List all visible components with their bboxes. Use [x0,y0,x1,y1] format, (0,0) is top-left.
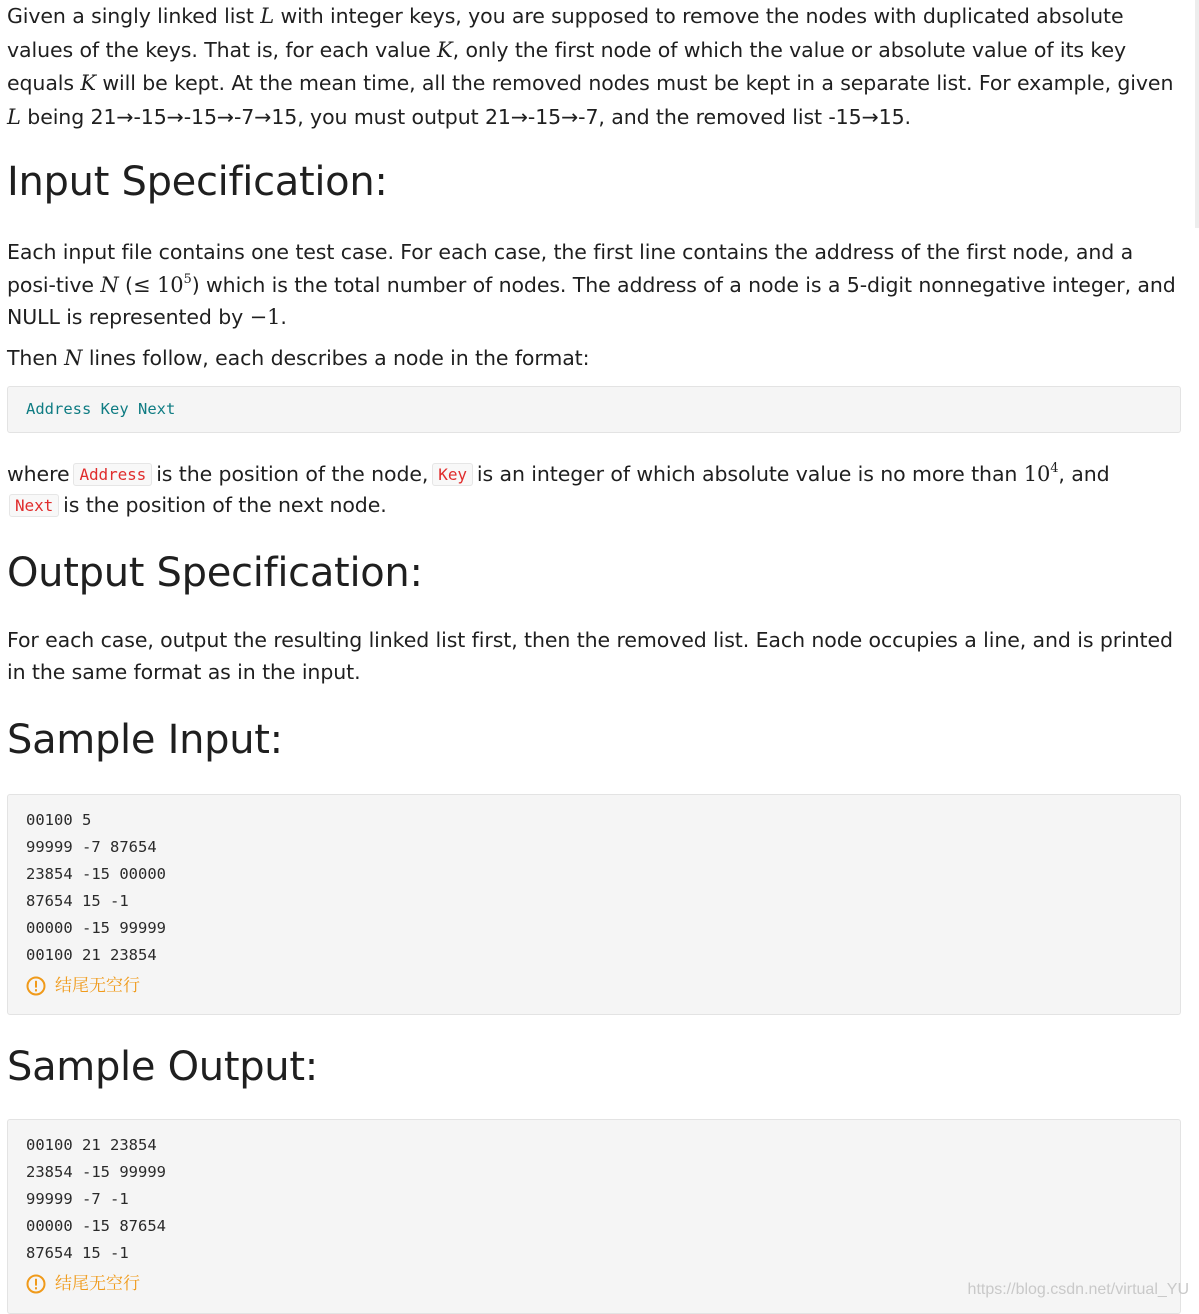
exclamation-circle-icon [26,1274,46,1294]
sample-input-codeblock[interactable] [7,794,1181,1015]
format-description: where Address is the position of the node, Key is an integer of which absolute value is no more than $10^4$, and Next is the position of the next node. [7,460,1110,517]
code-address: Address [73,463,152,486]
sample-input-line: 99999 -7 87654 [26,837,157,856]
input-format-codeblock [7,386,1181,433]
watermark: https://blog.csdn.net/virtual_YU [967,1281,1189,1298]
code-key: Key [432,463,473,486]
output-spec-heading: Output Specification: [7,549,423,596]
no-trailing-newline-note [26,973,1162,999]
scrollbar-track[interactable] [1195,0,1199,228]
input-spec-heading: Input Specification: [7,159,388,205]
sample-output-line: 23854 -15 99999 [26,1162,166,1181]
sample-output-line: 87654 15 -1 [26,1243,129,1262]
sample-input-line: 00100 21 23854 [26,945,157,964]
output-spec-paragraph: For each case, output the resulting linked list first, then the removed list. Each node occupies a line, and is printed in the same format as in the input. [7,627,1173,684]
problem-statement [7,0,1181,1314]
input-spec-paragraph: Each input file contains one test case. For each case, the first line contains the address of the first node, and a posi-tive N (≤ $10^5$) which is the total number of nodes. The address of a node is a 5-digit nonnegative integer, and NULL is represented by −1. [7,240,1176,329]
sample-output-line: 00000 -15 87654 [26,1216,166,1235]
sample-output-line: 99999 -7 -1 [26,1189,129,1208]
sample-input-line: 87654 15 -1 [26,891,129,910]
code-next: Next [9,494,59,517]
problem-description [7,0,1181,132]
sample-input-line: 00000 -15 99999 [26,918,166,937]
note-text: 结尾无空行 [55,1273,140,1294]
input-format-intro: Then N lines follow, each describes a node in the format: [7,345,590,370]
sample-input-line: 00100 5 [26,810,92,829]
format-line: Address Key Next [26,399,176,418]
exclamation-circle-icon [26,976,46,996]
sample-input-heading: Sample Input: [7,716,283,763]
intro-paragraph: Given a singly linked list L with integer keys, you are supposed to remove the nodes with duplicated absolute values of the keys. That is, for each value K, only the first node of which the value or absolute value of its key equals K will be kept. At the mean time, all the removed nodes must be kept in a separate list. For example, given L being 21→-15→-15→-7→15, you must output 21→-15→-7, and the removed list -15→15. [7,4,1174,129]
sample-output-line: 00100 21 23854 [26,1135,157,1154]
sample-output-heading: Sample Output: [7,1043,318,1090]
sample-input-line: 23854 -15 00000 [26,864,166,883]
note-text: 结尾无空行 [55,975,140,996]
